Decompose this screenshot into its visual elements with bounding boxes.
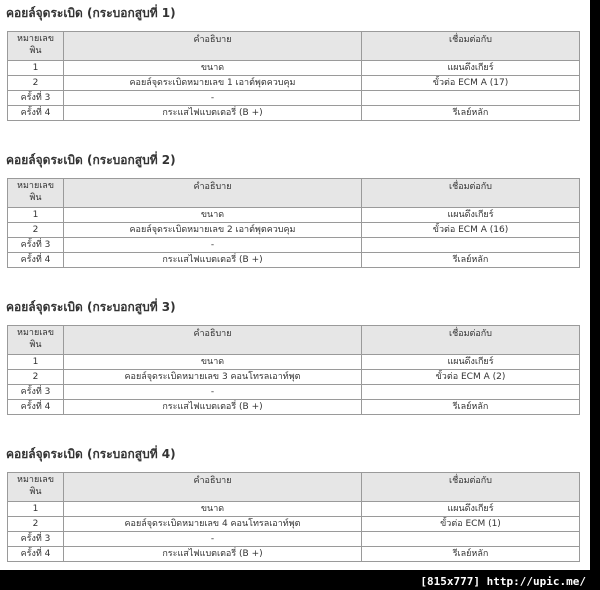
cell-description: -: [64, 532, 362, 547]
cell-pin: 2: [8, 76, 64, 91]
cell-connects-to: [362, 91, 580, 106]
cell-connects-to: [362, 238, 580, 253]
header-connects-to: เชื่อมต่อกับ: [362, 179, 580, 208]
header-connects-to: เชื่อมต่อกับ: [362, 473, 580, 502]
cell-pin: ครั้งที่ 4: [8, 106, 64, 121]
cell-pin: 2: [8, 223, 64, 238]
cell-connects-to: [362, 385, 580, 400]
section-title: คอยล์จุดระเบิด (กระบอกสูบที่ 4): [6, 447, 176, 461]
cell-description: คอยล์จุดระเบิดหมายเลข 1 เอาต์พุตควบคุม: [64, 76, 362, 91]
cell-connects-to: รีเลย์หลัก: [362, 400, 580, 415]
cell-pin: 1: [8, 208, 64, 223]
table-row: [8, 385, 580, 400]
cell-description: ขนาด: [64, 208, 362, 223]
header-description: คำอธิบาย: [64, 179, 362, 208]
watermark-text: [815x777] http://upic.me/: [420, 575, 586, 588]
table-row: [8, 532, 580, 547]
cell-pin: ครั้งที่ 3: [8, 532, 64, 547]
table-row: [8, 355, 580, 370]
header-description: คำอธิบาย: [64, 473, 362, 502]
cell-pin: 2: [8, 370, 64, 385]
header-pin: หมายเลขพิน: [8, 326, 64, 355]
table-row: [8, 502, 580, 517]
cell-connects-to: รีเลย์หลัก: [362, 106, 580, 121]
cell-pin: ครั้งที่ 4: [8, 547, 64, 562]
cell-connects-to: ขั้วต่อ ECM A (16): [362, 223, 580, 238]
table-row: [8, 106, 580, 121]
table-row: [8, 517, 580, 532]
cell-pin: 1: [8, 502, 64, 517]
cell-pin: ครั้งที่ 3: [8, 385, 64, 400]
cell-description: -: [64, 238, 362, 253]
table-row: [8, 547, 580, 562]
cell-description: ขนาด: [64, 61, 362, 76]
table-row: [8, 91, 580, 106]
cell-pin: 1: [8, 355, 64, 370]
cell-connects-to: แผนดึงเกียร์: [362, 208, 580, 223]
table-row: [8, 61, 580, 76]
table-row: [8, 238, 580, 253]
header-pin: หมายเลขพิน: [8, 473, 64, 502]
header-pin: หมายเลขพิน: [8, 179, 64, 208]
cell-pin: 2: [8, 517, 64, 532]
table-row: [8, 208, 580, 223]
table-row: [8, 253, 580, 268]
table-row: [8, 76, 580, 91]
cell-description: คอยล์จุดระเบิดหมายเลข 3 คอนโทรลเอาท์พุต: [64, 370, 362, 385]
cell-connects-to: [362, 532, 580, 547]
header-connects-to: เชื่อมต่อกับ: [362, 32, 580, 61]
cell-pin: ครั้งที่ 3: [8, 91, 64, 106]
cell-description: กระแสไฟแบตเตอรี่ (B +): [64, 253, 362, 268]
cell-connects-to: ขั้วต่อ ECM A (2): [362, 370, 580, 385]
cell-connects-to: ขั้วต่อ ECM A (17): [362, 76, 580, 91]
table-header-row: [8, 32, 580, 61]
cell-connects-to: แผนดึงเกียร์: [362, 502, 580, 517]
cell-description: ขนาด: [64, 355, 362, 370]
header-description: คำอธิบาย: [64, 32, 362, 61]
cell-description: กระแสไฟแบตเตอรี่ (B +): [64, 400, 362, 415]
cell-connects-to: รีเลย์หลัก: [362, 547, 580, 562]
cell-description: คอยล์จุดระเบิดหมายเลข 4 คอนโทรลเอาท์พุต: [64, 517, 362, 532]
table-row: [8, 370, 580, 385]
cell-description: กระแสไฟแบตเตอรี่ (B +): [64, 106, 362, 121]
cell-description: -: [64, 385, 362, 400]
cell-connects-to: แผนดึงเกียร์: [362, 355, 580, 370]
pin-table: [7, 472, 580, 562]
section-title: คอยล์จุดระเบิด (กระบอกสูบที่ 2): [6, 153, 176, 167]
cell-description: กระแสไฟแบตเตอรี่ (B +): [64, 547, 362, 562]
table-header-row: [8, 179, 580, 208]
cell-description: ขนาด: [64, 502, 362, 517]
header-pin: หมายเลขพิน: [8, 32, 64, 61]
table-row: [8, 223, 580, 238]
cell-connects-to: แผนดึงเกียร์: [362, 61, 580, 76]
table-header-row: [8, 473, 580, 502]
header-connects-to: เชื่อมต่อกับ: [362, 326, 580, 355]
pin-table: [7, 31, 580, 121]
cell-pin: ครั้งที่ 4: [8, 253, 64, 268]
cell-pin: ครั้งที่ 3: [8, 238, 64, 253]
pin-table: [7, 178, 580, 268]
cell-pin: ครั้งที่ 4: [8, 400, 64, 415]
cell-connects-to: ขั้วต่อ ECM (1): [362, 517, 580, 532]
section-title: คอยล์จุดระเบิด (กระบอกสูบที่ 1): [6, 6, 176, 20]
cell-description: คอยล์จุดระเบิดหมายเลข 2 เอาต์พุตควบคุม: [64, 223, 362, 238]
cell-pin: 1: [8, 61, 64, 76]
pin-table: [7, 325, 580, 415]
table-header-row: [8, 326, 580, 355]
header-description: คำอธิบาย: [64, 326, 362, 355]
cell-connects-to: รีเลย์หลัก: [362, 253, 580, 268]
section-title: คอยล์จุดระเบิด (กระบอกสูบที่ 3): [6, 300, 176, 314]
table-row: [8, 400, 580, 415]
cell-description: -: [64, 91, 362, 106]
